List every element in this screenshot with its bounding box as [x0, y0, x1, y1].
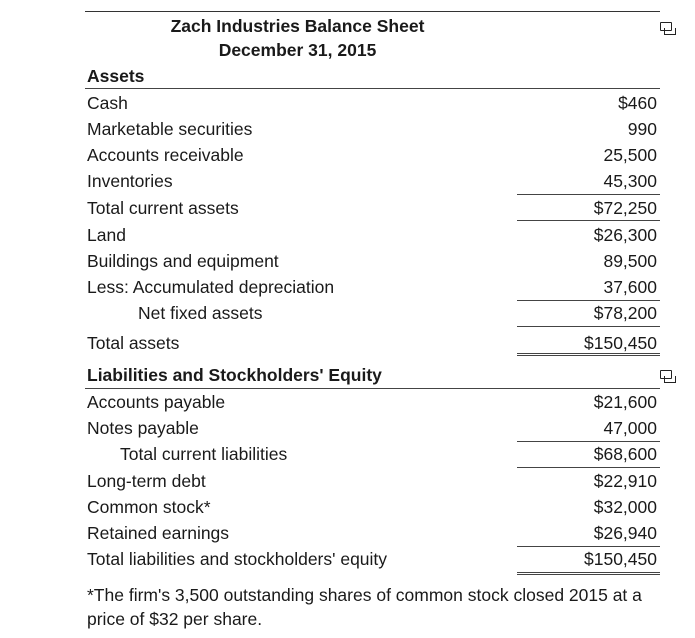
liabilities-header-row: [85, 362, 660, 388]
sheet-title: [85, 14, 660, 62]
row-label: Inventories: [87, 171, 173, 191]
asset-row-accounts-receivable: [85, 142, 660, 168]
row-label: Total current liabilities: [120, 444, 288, 464]
row-value: 990: [627, 119, 657, 139]
asset-row-cash: [85, 90, 660, 116]
asset-row-land: [85, 222, 660, 248]
asset-row-total-current-assets: [85, 195, 660, 221]
row-value: 37,600: [603, 277, 657, 297]
row-label: Cash: [87, 93, 128, 113]
row-label: Buildings and equipment: [87, 251, 279, 271]
row-label: Less: Accumulated depreciation: [87, 277, 335, 297]
asset-row-buildings-equipment: [85, 248, 660, 274]
liab-row-total-liabilities-equity: [85, 546, 660, 572]
asset-row-net-fixed-assets: [85, 300, 660, 326]
row-label: Total assets: [87, 333, 180, 353]
asset-row-accumulated-depreciation: [85, 274, 660, 300]
row-value: $150,450: [584, 549, 657, 569]
row-label: Net fixed assets: [138, 303, 263, 323]
liab-row-notes-payable: [85, 415, 660, 441]
row-value: 25,500: [603, 145, 657, 165]
assets-header: Assets: [87, 66, 145, 86]
liabilities-header: Liabilities and Stockholders' Equity: [87, 365, 382, 385]
row-label: Common stock*: [87, 497, 211, 517]
liab-row-total-current-liabilities: [85, 441, 660, 467]
row-value: 45,300: [603, 171, 657, 191]
subtotal-rule: [517, 220, 660, 221]
asset-row-inventories: [85, 168, 660, 194]
title-company: Zach Industries Balance Sheet: [170, 16, 425, 36]
row-value: $72,250: [593, 198, 657, 218]
row-value: $32,000: [593, 497, 657, 517]
row-label: Total current assets: [87, 198, 239, 218]
liab-row-retained-earnings: [85, 520, 660, 546]
row-label: Retained earnings: [87, 523, 230, 543]
title-date: December 31, 2015: [218, 40, 377, 60]
row-value: 89,500: [603, 251, 657, 271]
row-label: Long-term debt: [87, 471, 206, 491]
row-value: 47,000: [603, 418, 657, 438]
subtotal-rule: [517, 326, 660, 327]
footnote: *The firm's 3,500 outstanding shares of common stock closed 2015 at a price of $32 per share.: [87, 585, 642, 629]
row-value: $26,940: [593, 523, 657, 543]
liab-row-accounts-payable: [85, 389, 660, 415]
row-label: Marketable securities: [87, 119, 253, 139]
copy-table-icon[interactable]: [660, 22, 674, 35]
row-value: $68,600: [593, 444, 657, 464]
liab-row-long-term-debt: [85, 468, 660, 494]
row-value: $150,450: [584, 333, 657, 353]
row-label: Total liabilities and stockholders' equity: [87, 549, 388, 569]
total-double-rule: [517, 353, 660, 356]
row-value: $22,910: [593, 471, 657, 491]
row-label: Accounts payable: [87, 392, 226, 412]
row-value: $21,600: [593, 392, 657, 412]
copy-table-icon[interactable]: [660, 370, 674, 383]
liab-row-common-stock: [85, 494, 660, 520]
asset-row-marketable-securities: [85, 116, 660, 142]
row-label: Land: [87, 225, 126, 245]
total-double-rule: [517, 572, 660, 575]
assets-header-rule: [85, 88, 660, 89]
row-label: Notes payable: [87, 418, 199, 438]
top-rule: [85, 11, 660, 12]
row-value: $26,300: [593, 225, 657, 245]
assets-header-row: [85, 63, 660, 89]
row-label: Accounts receivable: [87, 145, 244, 165]
row-value: $78,200: [593, 303, 657, 323]
row-value: $460: [618, 93, 657, 113]
